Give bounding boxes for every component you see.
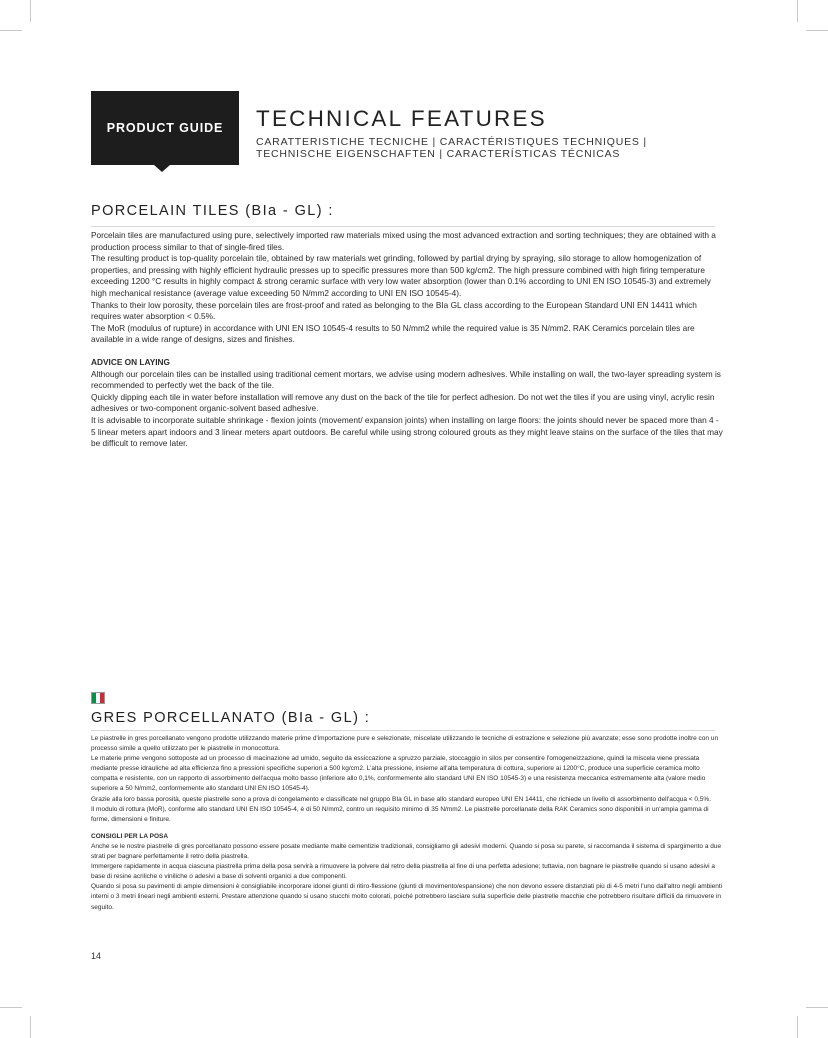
page-subtitle [256,136,676,160]
crop-mark [806,1007,828,1008]
italian-body [91,734,723,913]
paragraph: Porcelain tiles are manufactured using pure, selectively imported raw materials mixed using the most advanced extraction and sorting techniques; they are obtained with a production process similar to that of single-fired tiles. [91,230,716,252]
crop-mark [806,30,828,31]
advice-heading: CONSIGLI PER LA POSA [91,832,169,840]
paragraph: Quickly dipping each tile in water before installation will remove any dust on the back of the tile for perfect adhesion. Do not wet the tiles if you are using vinyl, acrylic resin adhesives or two-component organic-solvent based adhesive. [91,391,715,414]
section-heading-italian: GRES PORCELLANATO (BIa - GL) : [91,710,371,726]
crop-mark [30,0,31,22]
subtitle-line: TECHNISCHE EIGENSCHAFTEN | CARACTERÍSTICAS TÉCNICAS [256,148,621,160]
crop-mark [797,0,798,22]
page-number: 14 [91,951,102,961]
product-guide-label: PRODUCT GUIDE [106,121,224,135]
paragraph: Although our porcelain tiles can be installed using traditional cement mortars, we advise using modern adhesives. While installing on wall, the two-layer spreading system is recommended to perfectly wet the back of the tile. [91,368,721,391]
paragraph: The resulting product is top-quality porcelain tile, obtained by raw materials wet grinding, followed by partial drying by spraying, silo storage to allow homogenization of properties, and pressing with highly efficient hydraulic presses up to specific pressures more than 500 kg/cm2. The high pressure combined with high firing temperature exceeding 1200 °C results in highly compact & strong ceramic surface with very low water absorption (lower than 0.1% according to UNI EN ISO 10545-3) and extremely high mechanical resistance (average value exceeding 50 N/mm2 according to UNI EN ISO 10545-4). [91,253,711,298]
section-divider [91,226,715,227]
section-divider [91,730,715,731]
paragraph: Il modulo di rottura (MoR), conforme allo standard UNI EN ISO 10545-4, è di 50 N/mm2, contro un requisito minimo di 35 N/mm2. Le piastrelle porcellanate della RAK Ceramics sono disponibili in un'ampia gamma di forme, dimensioni e finiture. [91,805,709,823]
advice-heading: ADVICE ON LAYING [91,356,170,367]
badge-pointer [154,165,170,172]
english-body [91,230,723,450]
paragraph: Quando si posa su pavimenti di ampie dimensioni è consigliabile incorporare idonei giunti di ritiro-flessione (giunti di movimento/espansione) che non devono essere distanziati più di 4-5 metri l'uno dall'altro negli ambienti interni o 3 metri lineari negli ambienti esterni. Prestare attenzione quando si usano stucchi molto colorati, poiché potrebbero lasciare sulla superficie delle piastrelle macchie che potrebbero risultare difficili da rimuovere in seguito. [91,883,723,911]
italy-flag-icon [91,692,105,704]
paragraph: It is advisable to incorporate suitable shrinkage - flexion joints (movement/ expansion joints) when installing on large floors: the joints should never be spaced more than 4 - 5 linear meters apart indoors and 3 linear meters apart outdoors. Be careful while using strong coloured grouts as they might leave stains on the surface of the tiles that may be difficult to remove later. [91,414,723,449]
crop-mark [797,1016,798,1038]
crop-mark [0,30,22,31]
paragraph: Le piastrelle in gres porcellanato vengono prodotte utilizzando materie prime d'importazione pure e selezionate, miscelate utilizzando le tecniche di estrazione e selezione più avanzate; esse sono prodotte inoltre con un processo simile a quello utilizzato per le piastrelle in monocottura. [91,735,719,753]
paragraph: Immergere rapidamente in acqua ciascuna piastrella prima della posa servirà a rimuovere la polvere dal retro della piastrella al fine di una perfetta adesione; tuttavia, non bagnare le piastrelle quando si usano adesivi a base di resine acriliche o viniliche o adesivi a base di solventi organici a due componenti. [91,863,715,881]
subtitle-line: CARATTERISTICHE TECNICHE | CARACTÉRISTIQUES TECHNIQUES | [256,136,647,148]
crop-mark [0,1007,22,1008]
page-title: TECHNICAL FEATURES [256,106,547,131]
paragraph: Grazie alla loro bassa porosità, queste piastrelle sono a prova di congelamento e classificate nel gruppo BIa GL in base allo standard europeo UNI EN 14411, che richiede un livello di assorbimento dell'acqua < 0,5%. [91,795,712,803]
product-guide-badge [91,91,239,165]
paragraph: Le materie prime vengono sottoposte ad un processo di macinazione ad umido, seguito da essiccazione a spruzzo parziale, stoccaggio in silos per consentire l'omogeneizzazione, quindi la miscela viene pressata mediante presse idrauliche ad alta efficienza fino a pressioni specifiche superiori a 500 kg/cm2. L'alta pressione, insieme all'alta temperatura di cottura, superiore ai 1200°C, produce una superficie ceramica molto compatta e resistente, con un rapporto di assorbimento dell'acqua molto basso (inferiore allo 0,1%, conformemente allo standard UNI EN ISO 10545-3) e una resistenza meccanica estremamente alta (valore medio superiore a 50 N/mm2, conformemente allo standard UNI EN ISO 10545-4). [91,755,706,793]
crop-mark [30,1016,31,1038]
paragraph: Thanks to their low porosity, these porcelain tiles are frost-proof and rated as belonging to the BIa GL class according to the European Standard UNI EN 14411 which requires water absorption < 0.5%. [91,299,697,322]
section-heading-english: PORCELAIN TILES (BIa - GL) : [91,203,334,219]
paragraph: Anche se le nostre piastrelle di gres porcellanato possono essere posate mediante malte cementizie tradizionali, consigliamo gli adesivi moderni. Quando si posa su parete, si raccomanda il sistema di spargimento a due strati per bagnare perfettamente il retro della piastrella. [91,842,722,861]
paragraph: The MoR (modulus of rupture) in accordance with UNI EN ISO 10545-4 results to 50 N/mm2 while the required value is 35 N/mm2. RAK Ceramics porcelain tiles are available in a wide range of designs, sizes and finishes. [91,322,695,345]
